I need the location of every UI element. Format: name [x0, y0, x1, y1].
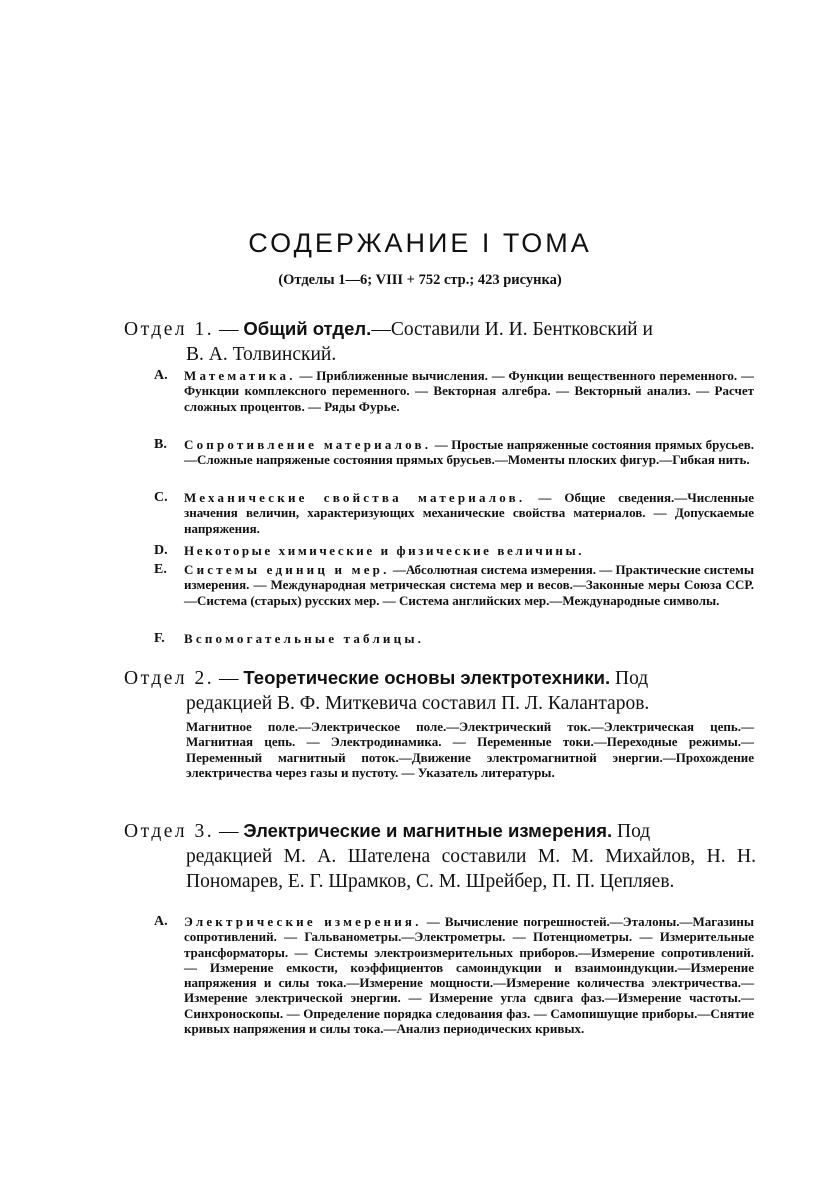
- department-authors: —Составили И. И. Бентковский и: [371, 319, 653, 340]
- item-heading: Сопротивление материалов.: [184, 437, 432, 452]
- item-letter: F.: [154, 631, 165, 646]
- item-letter: B.: [154, 437, 167, 452]
- dash: —: [214, 668, 244, 689]
- page-title: СОДЕРЖАНИЕ I ТОМА: [248, 228, 592, 258]
- item-heading: Математика.: [184, 368, 296, 383]
- item-letter: E.: [154, 562, 167, 577]
- department-section-title: Теоретические основы электротехники.: [243, 667, 611, 688]
- department-label: Отдел 1.: [124, 319, 215, 340]
- item-letter: A.: [154, 368, 168, 383]
- department-section-title: Электрические и магнитные измерения.: [243, 820, 613, 841]
- page-subtitle: (Отделы 1—6; VIII + 752 стр.; 423 рисунка): [278, 272, 562, 288]
- item-heading: Некоторые химические и физические величины.: [184, 543, 585, 558]
- department-section-title: Общий отдел.: [243, 318, 372, 339]
- department-authors-continued: В. А. Толвинский.: [186, 344, 337, 365]
- contents-item-a: [154, 368, 754, 414]
- dash: —: [214, 821, 244, 842]
- contents-item-a: [154, 914, 754, 1036]
- department-authors: Под: [610, 668, 649, 689]
- item-text: — Простые напряженные состояния прямых брусьев.—Сложные напряженые состояния прямых брусьев.—Моменты плоских фигур.—Гибкая нить.: [184, 437, 755, 468]
- item-text: — Вычисление погрешностей.—Эталоны.—Магазины сопротивлений. — Гальванометры.—Электрометры. — Потенциометры. — Измерительные трансформаторы. — Системы электроизмерительных приборов.—Измерение сопротивлений. — Измерение емкости, коэффициентов самоиндукции и взаимоиндукции.—Измерение напряжения и силы тока.—Измерение мощности.—Измерение количества электричества.—Измерение электрической энергии. — Измерение угла сдвига фаз.—Измерение частоты.—Синхроноскопы. — Определение порядка следования фаз. — Самопишущие приборы.—Снятие кривых напряжения и силы тока.—Анализ периодических кривых.: [184, 914, 754, 1037]
- department-3-heading: [124, 818, 756, 894]
- item-letter: D.: [154, 543, 168, 558]
- department-authors-continued: редакцией М. А. Шателена составили М. М. Михайлов, Н. Н. Пономарев, Е. Г. Шрамков, С. М. Шрейбер, П. П. Цепляев.: [186, 846, 756, 892]
- dash: —: [214, 319, 244, 340]
- contents-item-f: [154, 631, 754, 646]
- item-heading: Механические свойства материалов.: [184, 490, 526, 505]
- item-letter: A.: [154, 914, 168, 929]
- item-text: — Приближенные вычисления. — Функции вещественного переменного. — Функции комплексного переменного. — Векторная алгебра. — Векторный анализ. — Расчет сложных процентов. — Ряды Фурье.: [184, 368, 755, 414]
- department-label: Отдел 3.: [124, 821, 215, 842]
- item-letter: C.: [154, 490, 168, 505]
- contents-item-c: [154, 490, 754, 536]
- contents-item-d: [154, 543, 754, 558]
- department-label: Отдел 2.: [124, 668, 215, 689]
- item-heading: Вспомогательные таблицы.: [184, 631, 425, 646]
- contents-item-b: [154, 437, 754, 468]
- department-authors: Под: [612, 821, 651, 842]
- item-text: —Абсолютная система измерения. — Практические системы измерения. — Международная метрическая система мер и весов.—Законные меры Союза ССР.—Система (старых) русских мер. — Система английских мер.—Международные символы.: [184, 562, 755, 608]
- item-heading: Электрические измерения.: [184, 914, 422, 929]
- department-2-heading: [124, 665, 756, 716]
- contents-item-e: [154, 562, 754, 608]
- department-1-heading: [124, 316, 756, 367]
- department-2-contents: Магнитное поле.—Электрическое поле.—Электрический ток.—Электрическая цепь.—Магнитная цепь. — Электродинамика. — Переменные токи.—Переходные режимы.—Переменный магнитный поток.—Движение электромагнитной энергии.—Прохождение электричества через газы и пустоту. — Указатель литературы.: [186, 719, 754, 780]
- department-authors-continued: редакцией В. Ф. Миткевича составил П. Л. Калантаров.: [186, 693, 650, 714]
- item-heading: Системы единиц и мер.: [184, 562, 390, 577]
- item-text: — Общие сведения.—Численные значения величин, характеризующих механические свойства материалов. — Допускаемые напряжения.: [184, 490, 755, 536]
